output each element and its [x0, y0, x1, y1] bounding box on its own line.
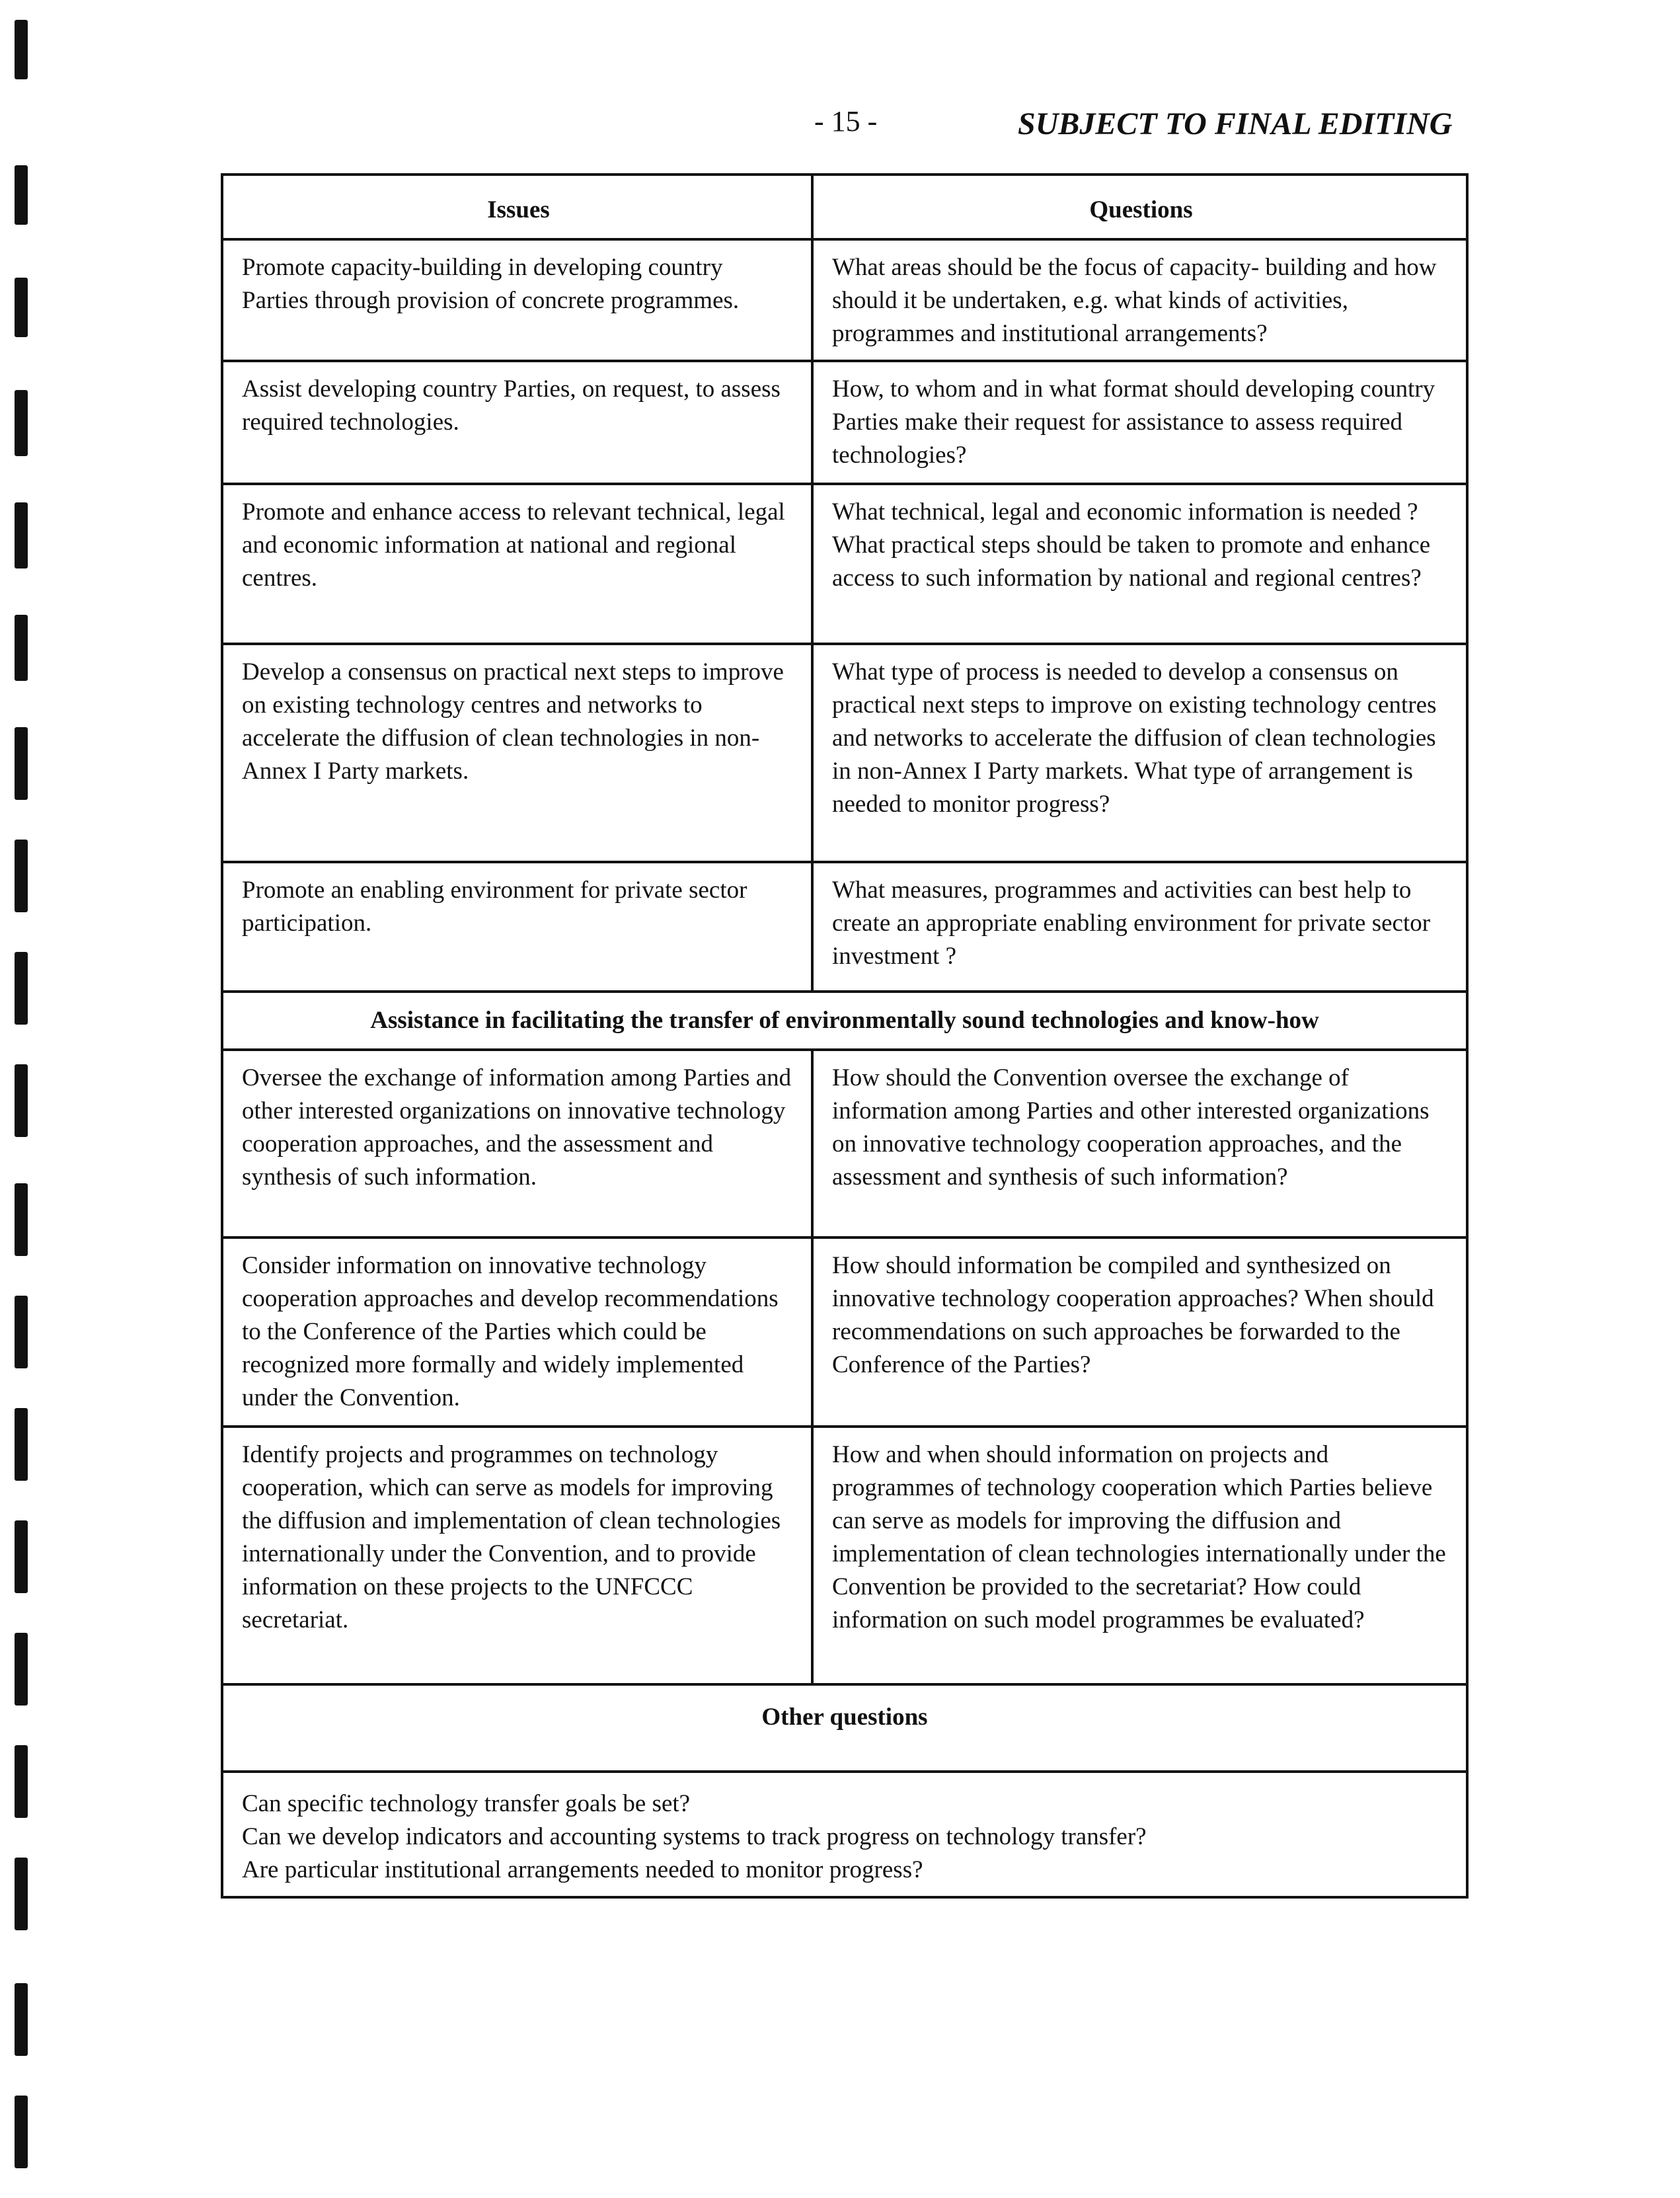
question-cell: How should the Convention oversee the exchange of information among Parties and other interested organizations on innovative technology cooperation approaches, and the assessment and synthesis of such information?: [832, 1064, 1430, 1191]
issue-cell: Assist developing country Parties, on request, to assess required technologies.: [223, 362, 814, 483]
table-row: [223, 1051, 1466, 1239]
binder-mark: [15, 390, 28, 456]
issue-cell: Identify projects and programmes on technology cooperation, which can serve as models for improving the diffusion and implementation of clean technologies internationally under the Convention, and to provide information on these projects to the UNFCCC secretariat.: [223, 1428, 814, 1683]
binder-mark: [15, 1408, 28, 1481]
table-header-row: [223, 176, 1466, 241]
other-question: Can we develop indicators and accounting systems to track progress on technology transfer?: [242, 1823, 1147, 1850]
binder-mark: [15, 1520, 28, 1593]
binder-mark: [15, 1633, 28, 1706]
binder-mark: [15, 952, 28, 1025]
binder-mark: [15, 1983, 28, 2056]
table-row: [223, 1428, 1466, 1686]
binder-mark: [15, 278, 28, 337]
question-cell: What areas should be the focus of capacity- building and how should it be undertaken, e.g. what kinds of activities, programmes and institutional arrangements?: [832, 254, 1437, 347]
table-row: [223, 362, 1466, 485]
issue-cell: Consider information on innovative technology cooperation approaches and develop recommendations to the Conference of the Parties which could be recognized more formally and widely implemented under the Convention.: [223, 1239, 814, 1425]
binder-mark: [15, 2096, 28, 2168]
table-row: [223, 645, 1466, 863]
table-row: [223, 1239, 1466, 1428]
issue-cell: Promote capacity-building in developing country Parties through provision of concrete programmes.: [223, 241, 814, 360]
binder-mark: [15, 1296, 28, 1368]
table-row: [223, 485, 1466, 645]
question-cell: How should information be compiled and synthesized on innovative technology cooperation approaches? When should recommendations on such approaches be forwarded to the Conference of the Parties?: [832, 1252, 1434, 1378]
binder-mark: [15, 615, 28, 681]
binder-mark: [15, 727, 28, 800]
editing-stamp: SUBJECT TO FINAL EDITING: [1018, 106, 1453, 141]
issues-questions-table: [221, 173, 1469, 1899]
binder-mark: [15, 1745, 28, 1818]
other-question: Are particular institutional arrangements needed to monitor progress?: [242, 1856, 923, 1883]
page-number: - 15 -: [814, 105, 878, 137]
issue-cell: Promote and enhance access to relevant technical, legal and economic information at national and regional centres.: [223, 485, 814, 643]
issue-cell: Oversee the exchange of information among Parties and other interested organizations on innovative technology cooperation approaches, and the assessment and synthesis of such information.: [223, 1051, 814, 1236]
section-heading: Assistance in facilitating the transfer of environmentally sound technologies and know-how: [223, 993, 1466, 1051]
issue-cell: Promote an enabling environment for private sector participation.: [223, 863, 814, 990]
table-row: [223, 863, 1466, 993]
question-cell: What type of process is needed to develop a consensus on practical next steps to improve on existing technology centres and networks to accelerate the diffusion of clean technologies in non-Annex I Party markets. What type of arrangement is needed to monitor progress?: [832, 658, 1437, 818]
question-cell: What technical, legal and economic information is needed ? What practical steps should be taken to promote and enhance access to such information by national and regional centres?: [832, 498, 1431, 592]
binder-mark: [15, 165, 28, 225]
other-question: Can specific technology transfer goals be set?: [242, 1790, 691, 1817]
binder-mark: [15, 840, 28, 912]
binder-mark: [15, 1183, 28, 1256]
column-header-issues: Issues: [223, 176, 814, 238]
other-questions-heading: Other questions: [223, 1686, 1466, 1773]
other-questions-list: [223, 1773, 1466, 1896]
question-cell: How, to whom and in what format should developing country Parties make their request for assistance to assess required technologies?: [832, 375, 1435, 469]
binder-mark: [15, 1064, 28, 1137]
table-row: [223, 241, 1466, 362]
question-cell: How and when should information on projects and programmes of technology cooperation which Parties believe can serve as models for improving the diffusion and implementation of clean technologies internationally under the Convention be provided to the secretariat? How could information on such model programmes be evaluated?: [832, 1441, 1446, 1633]
binder-mark: [15, 1858, 28, 1930]
binder-mark: [15, 502, 28, 569]
column-header-questions: Questions: [1089, 196, 1193, 223]
issue-cell: Develop a consensus on practical next steps to improve on existing technology centres and networks to accelerate the diffusion of clean technologies in non-Annex I Party markets.: [223, 645, 814, 861]
question-cell: What measures, programmes and activities can best help to create an appropriate enabling environment for private sector investment ?: [832, 877, 1431, 970]
binder-mark: [15, 20, 28, 79]
